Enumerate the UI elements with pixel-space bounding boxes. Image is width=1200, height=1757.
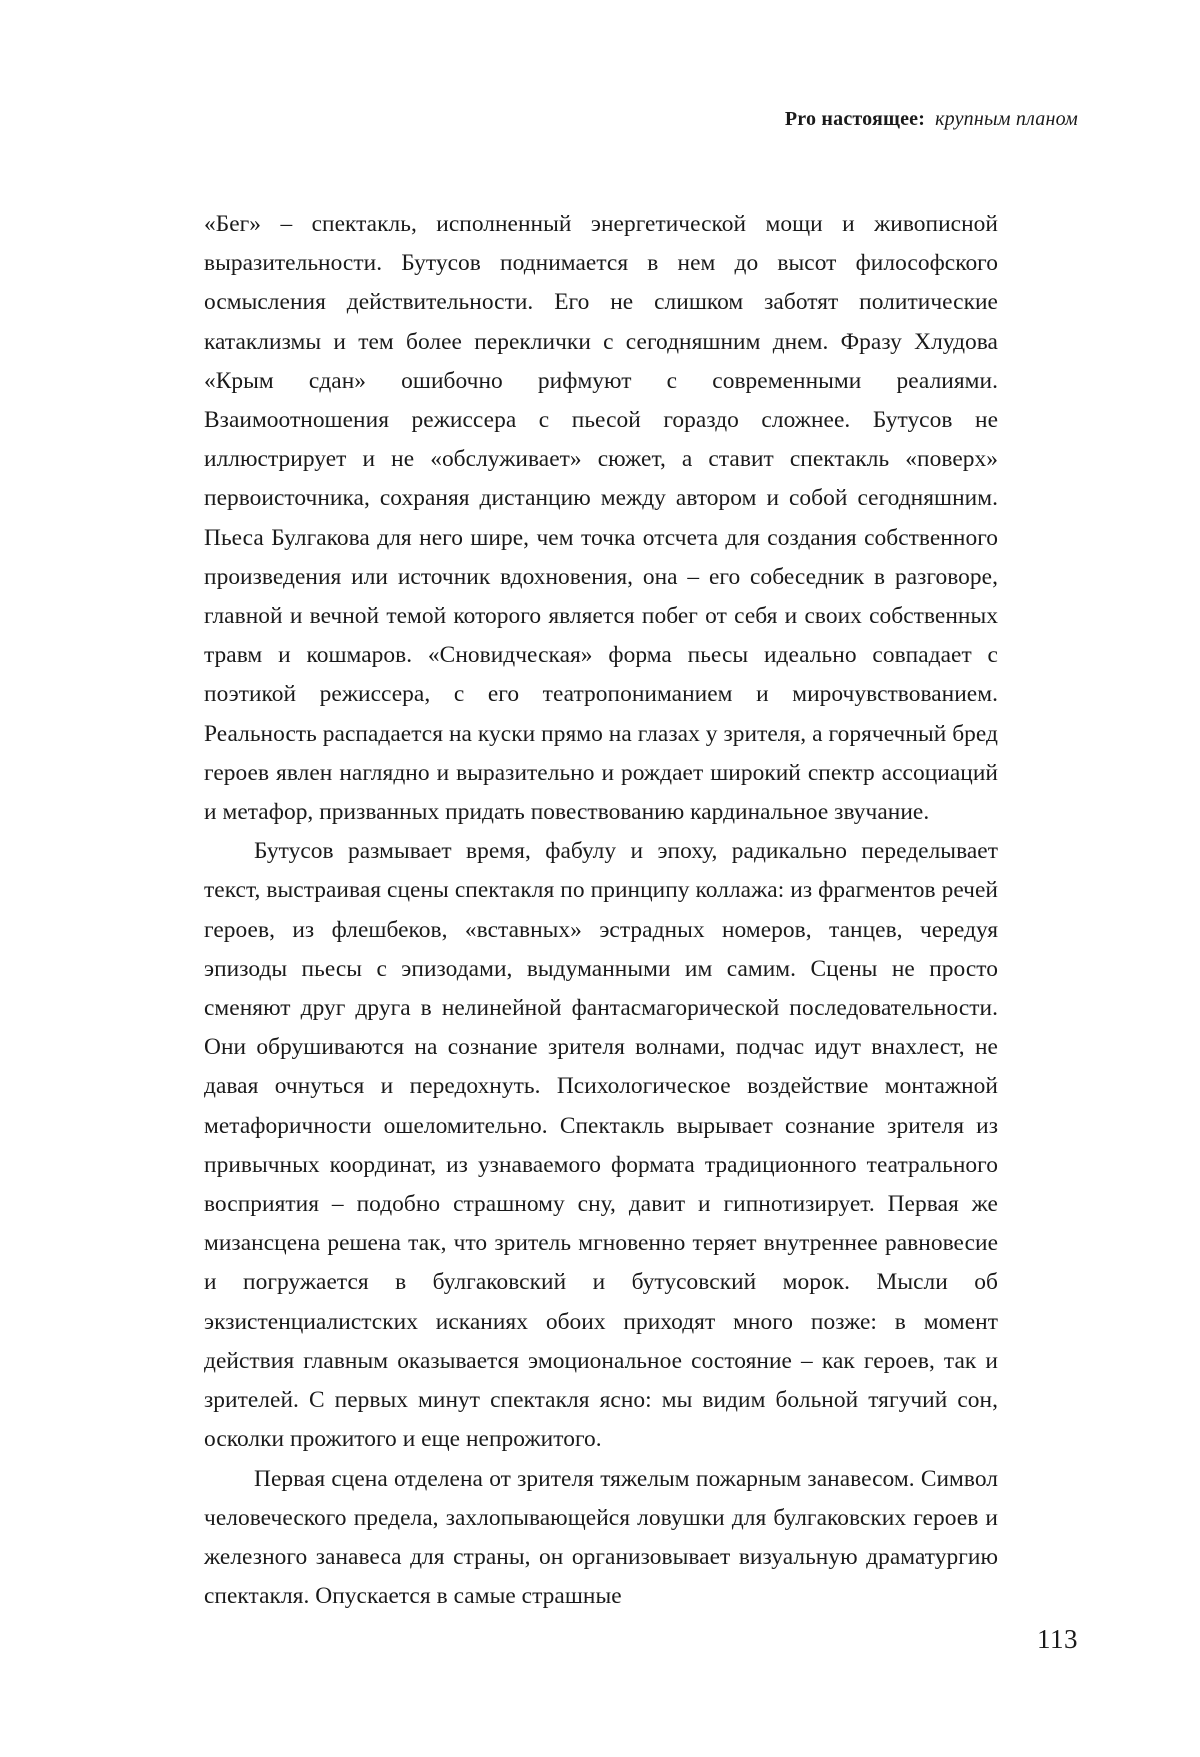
- paragraph-3: Первая сцена отделена от зрителя тяжелым пожарным занавесом. Символ человеческого предела, захлопывающейся ловушки для булгаковских героев и железного занавеса для страны, он организовывает визуальную драматургию спектакля. Опускается в самые страшные: [204, 1465, 998, 1610]
- running-head-subtitle: крупным планом: [935, 108, 1078, 130]
- running-head-title: Pro настоящее:: [784, 108, 926, 130]
- paragraph-1: «Бег» – спектакль, исполненный энергетической мощи и живописной выразительности. Бутусов поднимается в нем до высот философского осмысления действительности. Его не слишком заботят политические катаклизмы и тем более переклички с сегодняшним днем. Фразу Хлудова «Крым сдан» ошибочно рифмуют с современными реалиями. Взаимоотношения режиссера с пьесой гораздо сложнее. Бутусов не иллюстрирует и не «обслуживает» сюжет, а ставит спектакль «поверх» первоисточника, сохраняя дистанцию между автором и собой сегодняшним. Пьеса Булгакова для него шире, чем точка отсчета для создания собственного произведения или источник вдохновения, она – его собеседник в разговоре, главной и вечной темой которого является побег от себя и своих собственных травм и кошмаров. «Сновидческая» форма пьесы идеально совпадает с поэтикой режиссера, с его театропониманием и мирочувствованием. Реальность распадается на куски прямо на глазах у зрителя, а горячечный бред героев явлен наглядно и выразительно и рождает широкий спектр ассоциаций и метафор, призванных придать повествованию кардинальное звучание.: [204, 211, 998, 826]
- running-head: [785, 108, 1078, 131]
- paragraph-2: Бутусов размывает время, фабулу и эпоху, радикально переделывает текст, выстраивая сцены спектакля по принципу коллажа: из фрагментов речей героев, из флешбеков, «вставных» эстрадных номеров, танцев, чередуя эпизоды пьесы с эпизодами, выдуманными им самим. Сцены не просто сменяют друг друга в нелинейной фантасмагорической последовательности. Они обрушиваются на сознание зрителя волнами, подчас идут внахлест, не давая очнуться и передохнуть. Психологическое воздействие монтажной метафоричности ошеломительно. Спектакль вырывает сознание зрителя из привычных координат, из узнаваемого формата традиционного театрального восприятия – подобно страшному сну, давит и гипнотизирует. Первая же мизансцена решена так, что зритель мгновенно теряет внутреннее равновесие и погружается в булгаковский и бутусовский морок. Мысли об экзистенциалистских исканиях обоих приходят много позже: в момент действия главным оказывается эмоциональное состояние – как героев, так и зрителей. С первых минут спектакля ясно: мы видим больной тягучий сон, осколки прожитого и еще непрожитого.: [204, 838, 998, 1453]
- body-text: [204, 205, 998, 1616]
- page-number: 113: [1037, 1624, 1078, 1654]
